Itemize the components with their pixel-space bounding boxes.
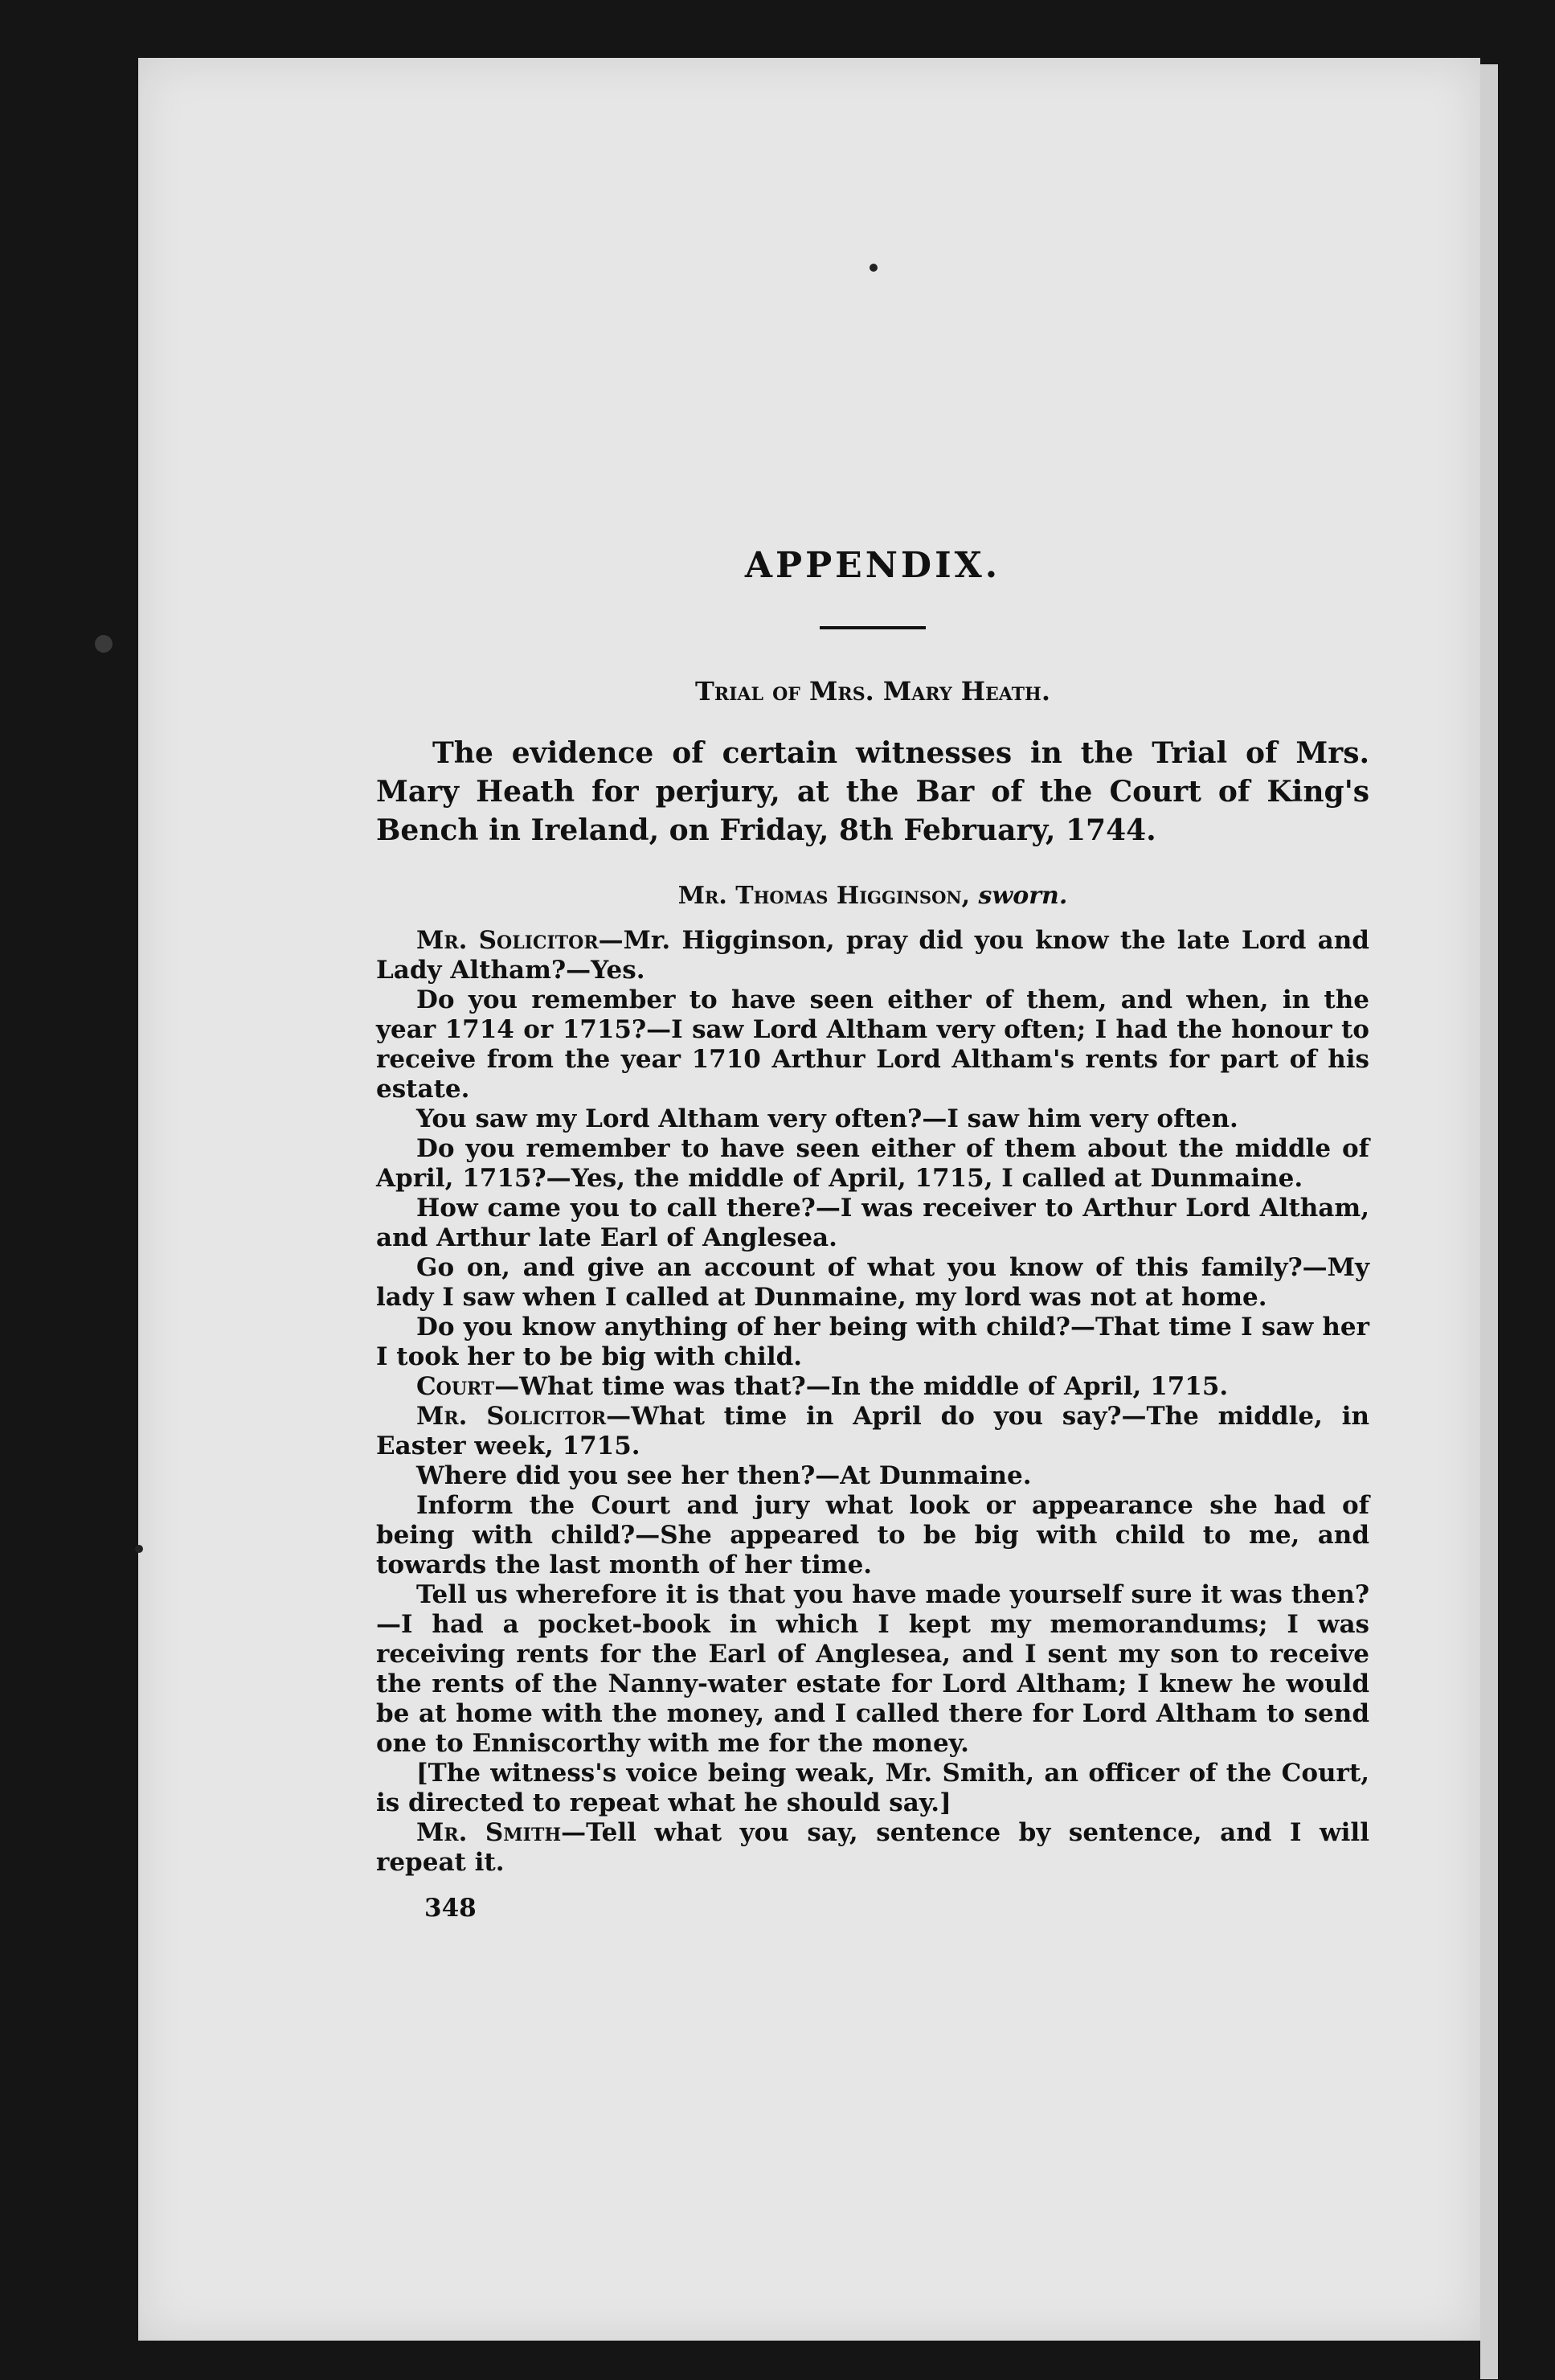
adjacent-page-edge <box>1480 64 1498 2379</box>
testimony-paragraph <box>376 1580 1369 1759</box>
speaker: Court <box>416 1372 495 1401</box>
testimony-paragraph <box>376 1491 1369 1580</box>
speaker: Mr. Smith <box>416 1818 562 1847</box>
testimony-paragraph <box>376 1313 1369 1372</box>
paragraph-text: —Mr. Higginson, pray did you know the late Lord and Lady Altham?—Yes. <box>376 926 1369 985</box>
testimony-paragraph <box>376 1194 1369 1253</box>
paragraph-text: Do you remember to have seen either of them about the middle of April, 1715?—Yes, the middle of April, 1715, I called at Dunmaine. <box>376 1134 1369 1193</box>
paragraph-text: —What time in April do you say?—The middle, in Easter week, 1715. <box>376 1402 1369 1460</box>
scan-blemish <box>95 635 113 653</box>
paragraph-text: Tell us wherefore it is that you have made yourself sure it was then?—I had a pocket-book in which I kept my memorandums; I was receiving rents for the Earl of Anglesea, and I sent my son to receive the rents of the Nanny-water estate for Lord Altham; I knew he would be at home with the money, and I called there for Lord Altham to send one to Enniscorthy with me for the money. <box>376 1580 1369 1758</box>
page-number: 348 <box>424 1894 477 1923</box>
trial-title: Trial of Mrs. Mary Heath. <box>695 676 1050 707</box>
testimony-paragraph <box>376 1461 1369 1491</box>
testimony-paragraph <box>376 1253 1369 1313</box>
testimony <box>376 926 1369 1878</box>
paragraph-text: [The witness's voice being weak, Mr. Smith, an officer of the Court, is directed to repeat what he should say.] <box>376 1759 1369 1817</box>
testimony-paragraph <box>376 1402 1369 1461</box>
text-column <box>376 530 1369 1923</box>
speaker: Mr. Solicitor <box>416 926 599 955</box>
paragraph-text: Inform the Court and jury what look or appearance she had of being with child?—She appeared to be big with child to me, and towards the last month of her time. <box>376 1491 1369 1579</box>
paragraph-text: —Tell what you say, sentence by sentence, and I will repeat it. <box>376 1818 1369 1877</box>
heading-rule <box>820 626 926 629</box>
testimony-paragraph <box>376 926 1369 985</box>
testimony-paragraph <box>376 1759 1369 1818</box>
paragraph-text: You saw my Lord Altham very often?—I saw him very often. <box>416 1104 1238 1133</box>
ink-speck <box>870 264 878 272</box>
paragraph-text: How came you to call there?—I was receiver to Arthur Lord Altham, and Arthur late Earl of Anglesea. <box>376 1194 1369 1252</box>
speaker: Mr. Solicitor <box>416 1402 607 1431</box>
testimony-paragraph <box>376 1104 1369 1134</box>
testimony-paragraph <box>376 1134 1369 1194</box>
witness-name: Mr. Thomas Higginson, <box>677 882 971 910</box>
testimony-paragraph <box>376 985 1369 1104</box>
witness-heading <box>376 882 1369 910</box>
paragraph-text: Go on, and give an account of what you know of this family?—My lady I saw when I called at Dunmaine, my lord was not at home. <box>376 1253 1369 1312</box>
paragraph-text: Where did you see her then?—At Dunmaine. <box>416 1461 1032 1490</box>
testimony-paragraph <box>376 1818 1369 1878</box>
intro-paragraph: The evidence of certain witnesses in the Trial of Mrs. Mary Heath for perjury, at the Bar of the Court of King's Bench in Ireland, on Friday, 8th February, 1744. <box>376 736 1369 847</box>
witness-status: sworn. <box>978 882 1068 910</box>
testimony-paragraph <box>376 1372 1369 1402</box>
paragraph-text: Do you know anything of her being with child?—That time I saw her I took her to be big with child. <box>376 1313 1369 1371</box>
paragraph-text: —What time was that?—In the middle of April, 1715. <box>494 1372 1229 1401</box>
ink-speck <box>135 1545 143 1553</box>
appendix-heading: APPENDIX. <box>744 545 1001 586</box>
paragraph-text: Do you remember to have seen either of them, and when, in the year 1714 or 1715?—I saw Lord Altham very often; I had the honour to receive from the year 1710 Arthur Lord Altham's rents for part of his estate. <box>376 985 1369 1104</box>
